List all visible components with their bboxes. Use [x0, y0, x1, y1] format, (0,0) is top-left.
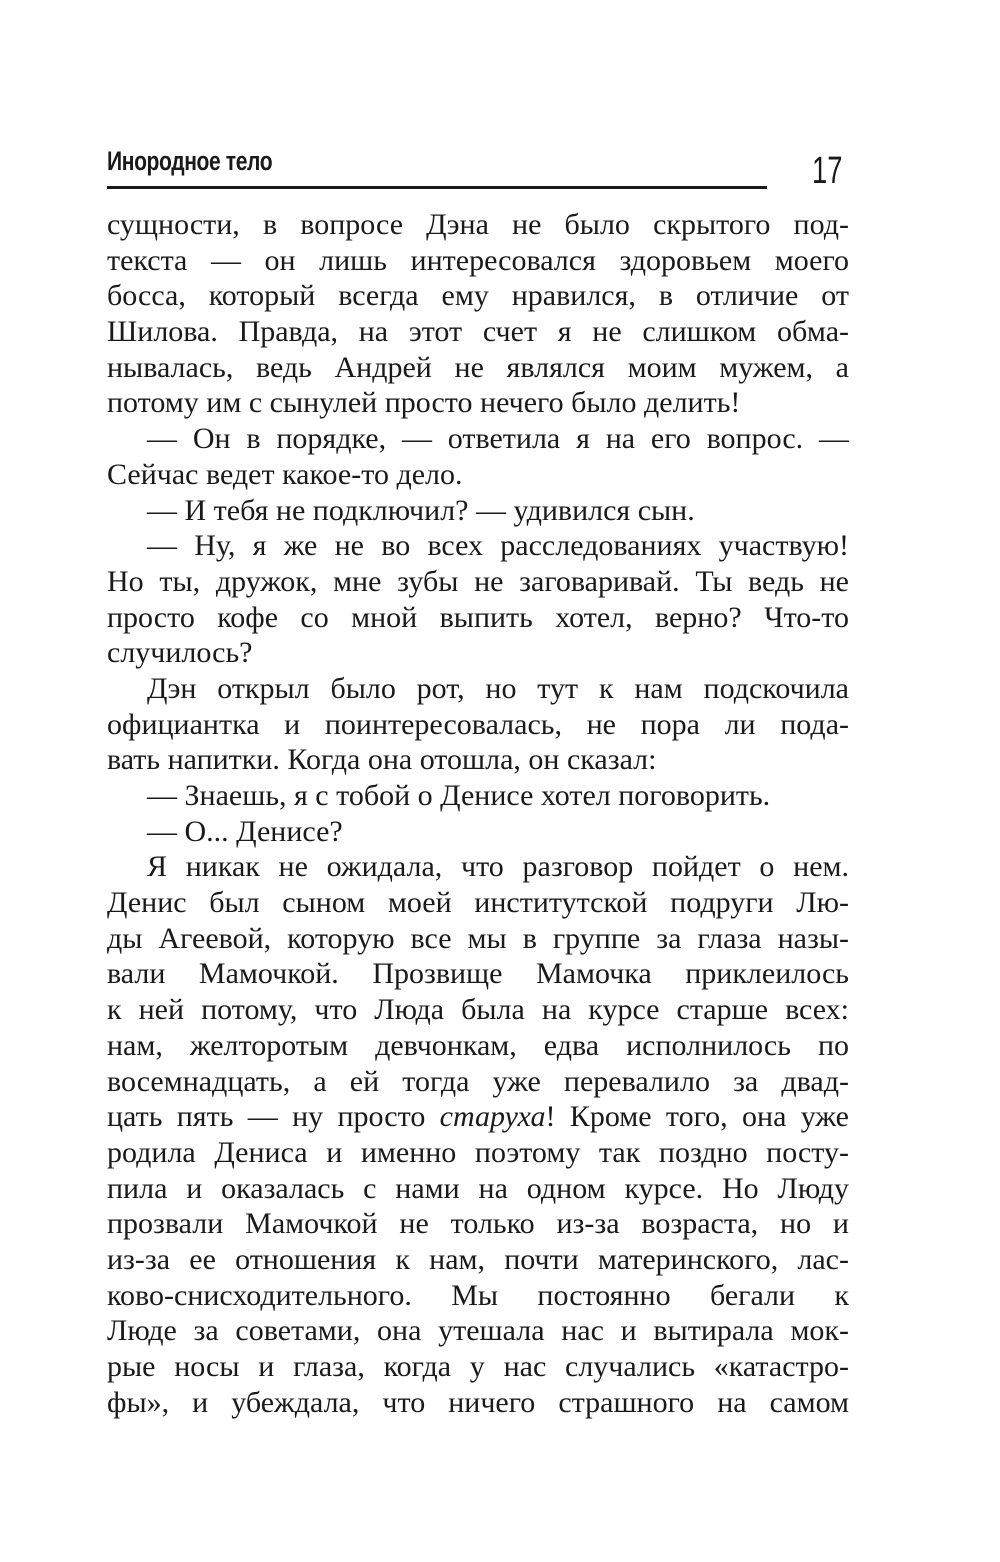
- text-line: официантка и поинтересовалась, не пора ли пода-: [107, 707, 849, 741]
- body-text: [107, 207, 849, 1420]
- text-line: босса, который всегда ему нравился, в отличие от: [107, 279, 849, 313]
- text-line: просто кофе со мной выпить хотел, верно? Что-то: [107, 600, 849, 634]
- text-line: — И тебя не подключил? — удивился сын.: [147, 493, 695, 527]
- text-line: — Он в порядке, — ответила я на его вопрос. —: [147, 422, 849, 456]
- text-line: Сейчас ведет какое-то дело.: [107, 457, 463, 491]
- text-line: случилось?: [107, 636, 253, 670]
- page-number: 17: [812, 150, 843, 192]
- italic-word: старуха: [439, 1100, 546, 1134]
- text-line: Люде за советами, она утешала нас и вытирала мок-: [107, 1314, 849, 1348]
- text-line: вали Мамочкой. Прозвище Мамочка приклеилось: [107, 957, 849, 991]
- text-line: нывалась, ведь Андрей не являлся моим мужем, а: [107, 350, 849, 384]
- text-line: Шилова. Правда, на этот счет я не слишком обма-: [107, 315, 849, 349]
- text-line: пила и оказалась с нами на одном курсе. Но Люду: [107, 1171, 849, 1205]
- text-line: ды Агеевой, которую все мы в группе за глаза назы-: [107, 921, 849, 955]
- text-line: восемнадцать, а ей тогда уже перевалило за двад-: [107, 1064, 849, 1098]
- text-line: Дэн открыл было рот, но тут к нам подскочила: [147, 671, 849, 705]
- text-segment: ! Кроме того, она уже: [545, 1100, 849, 1134]
- text-line: — Знаешь, я с тобой о Денисе хотел поговорить.: [147, 779, 771, 812]
- running-title: Инородное тело: [107, 146, 273, 176]
- text-line: фы», и убеждала, что ничего страшного на самом: [107, 1385, 849, 1419]
- text-line: из-за ее отношения к нам, почти материнского, лас-: [107, 1242, 849, 1276]
- text-line: прозвали Мамочкой не только из-за возраста, но и: [107, 1207, 849, 1241]
- text-line: Денис был сыном моей институтской подруги Лю-: [107, 886, 849, 920]
- text-line: вать напитки. Когда она отошла, он сказал:: [107, 743, 657, 777]
- text-line: текста — он лишь интересовался здоровьем моего: [107, 243, 849, 277]
- text-segment: цать пять — ну просто: [107, 1100, 440, 1134]
- running-header: [107, 144, 767, 189]
- text-line: нам, желторотым девчонкам, едва исполнилось по: [107, 1028, 849, 1062]
- text-line: рые носы и глаза, когда у нас случались «катастро-: [107, 1350, 849, 1383]
- text-line: — Ну, я же не во всех расследованиях участвую!: [147, 529, 849, 563]
- text-line: Но ты, дружок, мне зубы не заговаривай. Ты ведь не: [107, 564, 849, 598]
- text-line: к ней потому, что Люда была на курсе старше всех:: [107, 993, 849, 1027]
- text-line: ково-снисходительного. Мы постоянно бегали к: [107, 1278, 849, 1312]
- text-line: родила Дениса и именно поэтому так поздно посту-: [107, 1135, 849, 1169]
- text-line: сущности, в вопросе Дэна не было скрытого под-: [107, 208, 849, 241]
- text-line: Я никак не ожидала, что разговор пойдет о нем.: [147, 850, 849, 884]
- text-line: — О... Денисе?: [147, 814, 343, 848]
- text-line-with-italic: [107, 1099, 849, 1135]
- text-line: потому им с сынулей просто нечего было делить!: [107, 386, 741, 420]
